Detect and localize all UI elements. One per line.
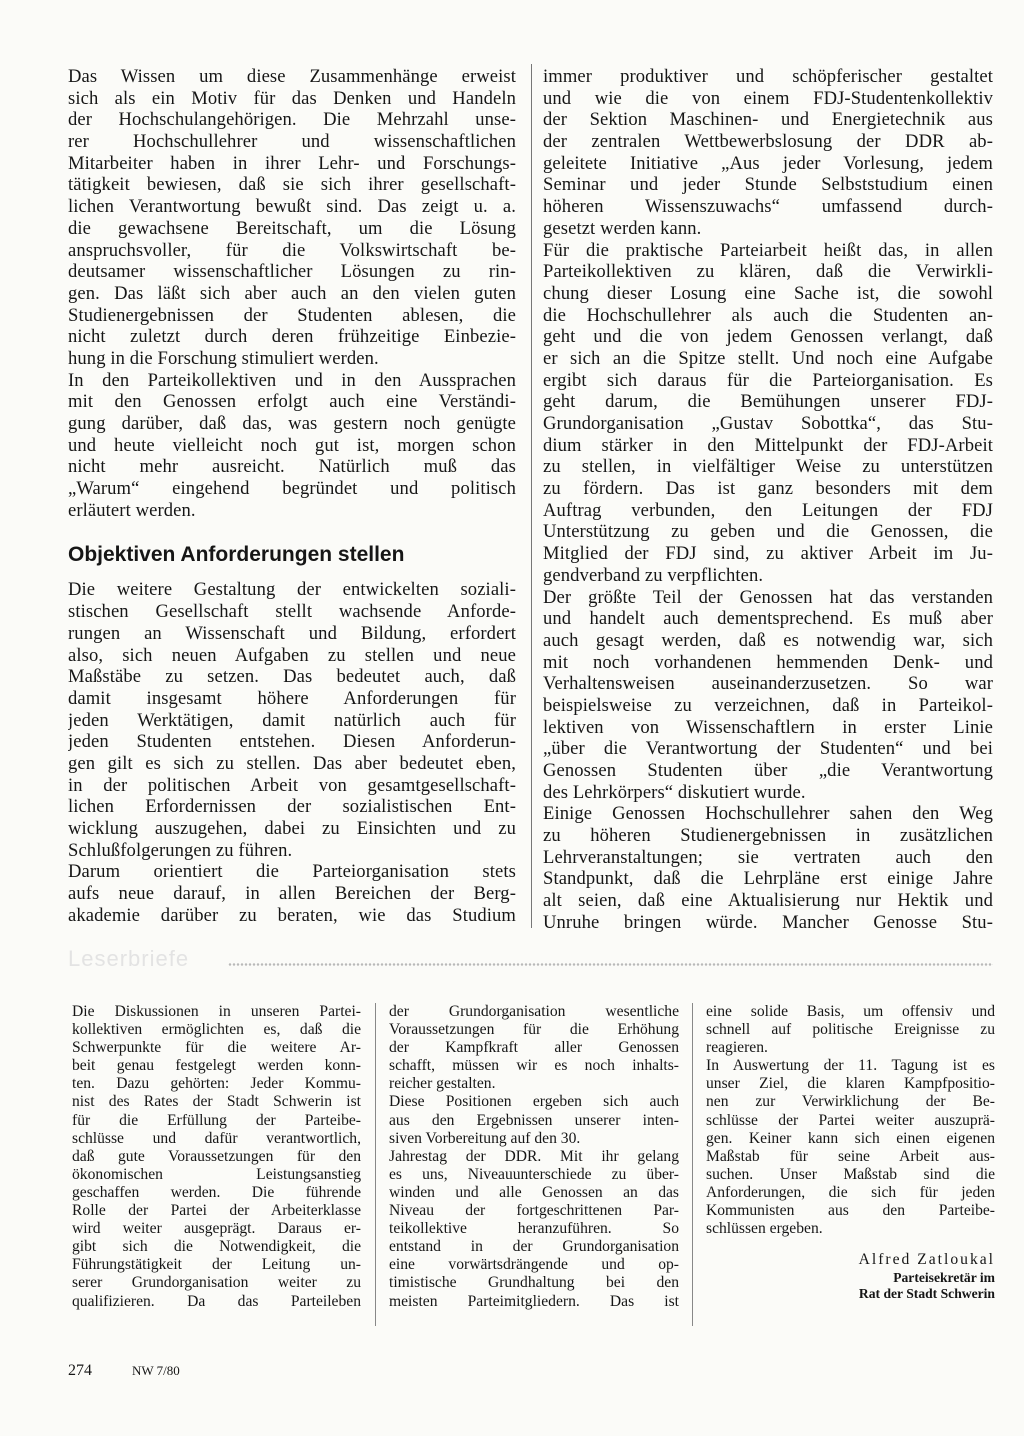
text-line: In den Parteikollektiven und in den Aussprachen — [68, 369, 516, 391]
text-line: gen gilt es sich zu stellen. Das aber bedeutet eben, — [68, 752, 516, 774]
text-line: gung darüber, daß das, was gestern noch genügte — [68, 413, 516, 434]
text-line: anspruchsvoller, für die Volkswirtschaft be- — [68, 239, 516, 261]
article-paragraphs-part-2 — [68, 579, 516, 926]
text-line: erläutert werden. — [68, 499, 196, 521]
text-line: ergibt sich daraus für die Parteiorganisation. Es — [543, 369, 993, 391]
text-line: der Hochschulangehörigen. Die Mehrzahl unse- — [68, 109, 516, 131]
text-line: entstand in der Grundorganisation — [389, 1238, 679, 1256]
text-line: Unterstützung zu geben und die Genossen, die — [543, 521, 993, 543]
text-line: geleitete Initiative „Aus jeder Vorlesung, jedem — [543, 152, 993, 174]
text-line: Die weitere Gestaltung der entwickelten soziali- — [68, 579, 516, 601]
letter-column-3 — [706, 1003, 995, 1302]
text-line: In Auswertung der 11. Tagung ist es — [706, 1057, 995, 1075]
text-line: schlüsse der Partei weiter auszuprä- — [706, 1111, 995, 1129]
text-line: immer produktiver und schöpferischer gestaltet — [543, 66, 993, 87]
text-line: schlüssen ergeben. — [706, 1220, 823, 1238]
text-line: eine vorwärtsdrängende und op- — [389, 1256, 679, 1274]
text-line: gendverband zu verpflichten. — [543, 564, 764, 586]
text-line: unser Ziel, die klaren Kampfpositio- — [706, 1075, 995, 1093]
dotted-rule — [228, 963, 993, 966]
text-line: „Warum“ eingehend begründet und politisch — [68, 478, 516, 500]
text-line: meisten Parteimitgliedern. Das ist — [389, 1292, 679, 1310]
text-line: geschaffen werden. Die führende — [72, 1183, 361, 1201]
text-line: die gewachsene Bereitschaft, um die Lösung — [68, 217, 516, 239]
text-line: zu stellen, in vielfältiger Weise zu unterstützen — [543, 456, 993, 478]
text-line: geht und die von jedem Genossen verlangt, daß — [543, 326, 993, 348]
text-line: Der größte Teil der Genossen hat das verstanden — [543, 586, 993, 608]
text-line: siven Vorbereitung auf den 30. — [389, 1129, 581, 1147]
text-line: Diese Positionen ergeben sich auch — [389, 1093, 679, 1111]
text-line: also, sich neuen Aufgaben zu stellen und neue — [68, 644, 516, 666]
article-column-1 — [68, 66, 516, 926]
text-line: hung in die Forschung stimuliert werden. — [68, 347, 379, 369]
text-line: der Kampfkraft aller Genossen — [389, 1039, 679, 1057]
letter-text-1 — [72, 1003, 361, 1311]
text-line: wird weiter ausgeprägt. Daraus er- — [72, 1220, 361, 1238]
text-line: tätigkeit bewiesen, daß sie sich ihrer gesellschaft- — [68, 174, 516, 196]
text-line: „über die Verantwortung der Studenten“ und bei — [543, 738, 993, 760]
section-banner — [68, 944, 993, 974]
text-line: Lehrveranstaltungen; sie vertraten auch den — [543, 846, 993, 868]
text-line: nicht zuletzt durch deren frühzeitige Einbezie- — [68, 326, 516, 348]
text-line: winden und alle Genossen an das — [389, 1183, 679, 1201]
text-line: damit insgesamt höhere Anforderungen für — [68, 687, 516, 709]
text-line: jeden Studenten entstehen. Diesen Anforderun- — [68, 731, 516, 753]
text-line: mit noch vorhandenen hemmenden Denk- und — [543, 651, 993, 673]
text-line: sich als ein Motiv für das Denken und Handeln — [68, 87, 516, 109]
section-label: Leserbriefe — [68, 946, 190, 971]
text-line: qualifizieren. Da das Parteileben — [72, 1292, 361, 1310]
text-line: gibt sich die Notwendigkeit, die — [72, 1238, 361, 1256]
letter-text-3 — [706, 1003, 995, 1238]
text-line: gesetzt werden kann. — [543, 217, 702, 239]
text-line: er sich an die Spitze stellt. Und noch eine Aufgabe — [543, 347, 993, 369]
author-organization: Rat der Stadt Schwerin — [858, 1286, 995, 1302]
text-line: rungen an Wissenschaft und Bildung, erfordert — [68, 622, 516, 644]
text-line: Die Diskussionen in unseren Partei- — [72, 1003, 361, 1020]
text-line: lichen Erfordernissen der sozialistischen Ent- — [68, 796, 516, 818]
text-line: Verhaltensweisen auseinanderzusetzen. So war — [543, 673, 993, 695]
text-line: dium stärker in den Mittelpunkt der FDJ-Arbeit — [543, 434, 993, 456]
text-line: gen. Das läßt sich aber auch an den vielen guten — [68, 282, 516, 304]
text-line: suchen. Unser Maßstab sind die — [706, 1165, 995, 1183]
letter-signature — [706, 1250, 995, 1302]
text-line: nen zur Verwirklichung der Be- — [706, 1093, 995, 1111]
author-role: Parteisekretär im — [893, 1270, 995, 1286]
text-line: und heute vielleicht noch gut ist, morgen schon — [68, 434, 516, 456]
section-heading: Objektiven Anforderungen stellen — [68, 543, 405, 567]
text-line: jeden Werktätigen, damit natürlich auch für — [68, 709, 516, 731]
text-line: Schlußfolgerungen zu führen. — [68, 839, 293, 861]
letter-column-2 — [389, 1003, 679, 1311]
text-line: aufs neue darauf, in allen Bereichen der Berg- — [68, 883, 516, 905]
text-line: des Lehrkörpers“ diskutiert wurde. — [543, 781, 806, 803]
text-line: nicht mehr ausreicht. Natürlich muß das — [68, 456, 516, 478]
column-divider — [692, 1003, 693, 1326]
column-divider — [531, 64, 532, 928]
article-paragraphs-column-2 — [543, 66, 993, 934]
text-line: Jahrestag der DDR. Mit ihr gelang — [389, 1147, 679, 1165]
text-line: daß gute Voraussetzungen für den — [72, 1147, 361, 1165]
text-line: und wie die von einem FDJ-Studentenkollektiv — [543, 87, 993, 109]
text-line: lektiven von Wissenschaftlern in erster Linie — [543, 716, 993, 738]
text-line: aus den Ergebnissen unserer inten- — [389, 1111, 679, 1129]
article-paragraphs-part-1 — [68, 66, 516, 521]
text-line: Rolle der Partei der Arbeiterklasse — [72, 1202, 361, 1220]
text-line: stischen Gesellschaft stellt wachsende Anforde- — [68, 601, 516, 623]
letter-column-1 — [72, 1003, 361, 1311]
text-line: reagieren. — [706, 1039, 768, 1057]
text-line: der Sektion Maschinen- und Energietechnik aus — [543, 109, 993, 131]
text-line: Grundorganisation „Gustav Sobottka“, das Stu- — [543, 413, 993, 434]
text-line: Schwerpunkte für die weitere Ar- — [72, 1039, 361, 1057]
text-line: der Grundorganisation wesentliche — [389, 1003, 679, 1020]
page-footer — [68, 1362, 180, 1380]
text-line: ökonomischen Leistungsanstieg — [72, 1165, 361, 1183]
text-line: wicklung auszugehen, dabei zu Einsichten und zu — [68, 818, 516, 839]
text-line: reicher gestalten. — [389, 1075, 496, 1093]
text-line: Mitglied der FDJ sind, zu aktiver Arbeit im Ju- — [543, 543, 993, 565]
text-line: für die Erfüllung der Parteibe- — [72, 1111, 361, 1129]
text-line: Niveau der fortgeschrittenen Par- — [389, 1202, 679, 1220]
text-line: Anforderungen, die sich für jeden — [706, 1183, 995, 1201]
text-line: Parteikollektiven zu klären, daß die Verwirkli- — [543, 261, 993, 283]
text-line: chung dieser Losung eine Sache ist, die sowohl — [543, 282, 993, 304]
text-line: Seminar und jeder Stunde Selbststudium einen — [543, 174, 993, 196]
text-line: Das Wissen um diese Zusammenhänge erweist — [68, 66, 516, 87]
text-line: Mitarbeiter haben in ihrer Lehr- und Forschungs- — [68, 152, 516, 174]
text-line: Standpunkt, daß die Lehrpläne erst einige Jahre — [543, 868, 993, 890]
text-line: eine solide Basis, um offensiv und — [706, 1003, 995, 1020]
issue-label: NW 7/80 — [132, 1363, 180, 1378]
text-line: in der politischen Arbeit von gesamtgesellschaft- — [68, 774, 516, 796]
text-line: ten. Dazu gehörten: Jeder Kommu- — [72, 1075, 361, 1093]
text-line: schnell auf politische Ereignisse zu — [706, 1021, 995, 1039]
text-line: teikollektive heranzuführen. So — [389, 1220, 679, 1238]
column-divider — [375, 1003, 376, 1326]
text-line: Auftrag verbunden, den Leitungen der FDJ — [543, 499, 993, 521]
text-line: rer Hochschullehrer und wissenschaftlichen — [68, 131, 516, 153]
text-line: der zentralen Wettbewerbslosung der DDR ab- — [543, 131, 993, 153]
article-column-2 — [543, 66, 993, 934]
text-line: gen. Keiner kann sich einen eigenen — [706, 1129, 995, 1147]
text-line: Genossen Studenten über „die Verantwortung — [543, 760, 993, 781]
text-line: schafft, müssen wir es noch inhalts- — [389, 1057, 679, 1075]
text-line: Führungstätigkeit der Leitung un- — [72, 1256, 361, 1274]
text-line: nist des Rates der Stadt Schwerin ist — [72, 1093, 361, 1111]
text-line: zu fördern. Das ist ganz besonders mit dem — [543, 478, 993, 500]
text-line: schlüsse und dafür verantwortlich, — [72, 1129, 361, 1147]
text-line: höheren Wissenszuwachs“ umfassend durch- — [543, 196, 993, 218]
text-line: und handelt auch dementsprechend. Es muß aber — [543, 608, 993, 630]
page-number: 274 — [68, 1362, 92, 1379]
text-line: Maßstab für seine Arbeit aus- — [706, 1147, 995, 1165]
text-line: zu höheren Studienergebnissen in zusätzlichen — [543, 825, 993, 847]
text-line: Voraussetzungen für die Erhöhung — [389, 1021, 679, 1039]
text-line: Einige Genossen Hochschullehrer sahen den Weg — [543, 803, 993, 825]
text-line: kollektiven ermöglichten es, daß die — [72, 1021, 361, 1039]
text-line: Maßstäbe zu setzen. Das bedeutet auch, daß — [68, 666, 516, 688]
text-line: deutsamer wissenschaftlicher Lösungen zu rin- — [68, 261, 516, 283]
text-line: Kommunisten aus den Parteibe- — [706, 1202, 995, 1220]
text-line: geht darum, die Bemühungen unserer FDJ- — [543, 391, 993, 413]
text-line: Studienergebnissen der Studenten ablesen, die — [68, 304, 516, 326]
text-line: timistische Grundhaltung bei den — [389, 1274, 679, 1292]
text-line: akademie darüber zu beraten, wie das Studium — [68, 904, 516, 926]
text-line: Unruhe bringen würde. Mancher Genosse Stu- — [543, 911, 993, 933]
text-line: die Hochschullehrer als auch die Studenten an- — [543, 304, 993, 326]
author-name: Alfred Zatloukal — [858, 1251, 995, 1269]
text-line: Darum orientiert die Parteiorganisation stets — [68, 861, 516, 883]
text-line: auch gesagt werden, daß es notwendig war, sich — [543, 629, 993, 651]
text-line: alt seien, daß eine Aktualisierung nur Hektik und — [543, 890, 993, 912]
text-line: mit den Genossen erfolgt auch eine Verständi- — [68, 391, 516, 413]
text-line: beit genau festgelegt werden konn- — [72, 1057, 361, 1075]
text-line: es uns, Niveauunterschiede zu über- — [389, 1165, 679, 1183]
letter-text-2 — [389, 1003, 679, 1311]
text-line: serer Grundorganisation weiter zu — [72, 1274, 361, 1292]
text-line: beispielsweise zu verzeichnen, daß in Parteikol- — [543, 694, 993, 716]
text-line: lichen Verantwortung bewußt sind. Das zeigt u. a. — [68, 196, 516, 218]
text-line: Für die praktische Parteiarbeit heißt das, in allen — [543, 239, 993, 261]
